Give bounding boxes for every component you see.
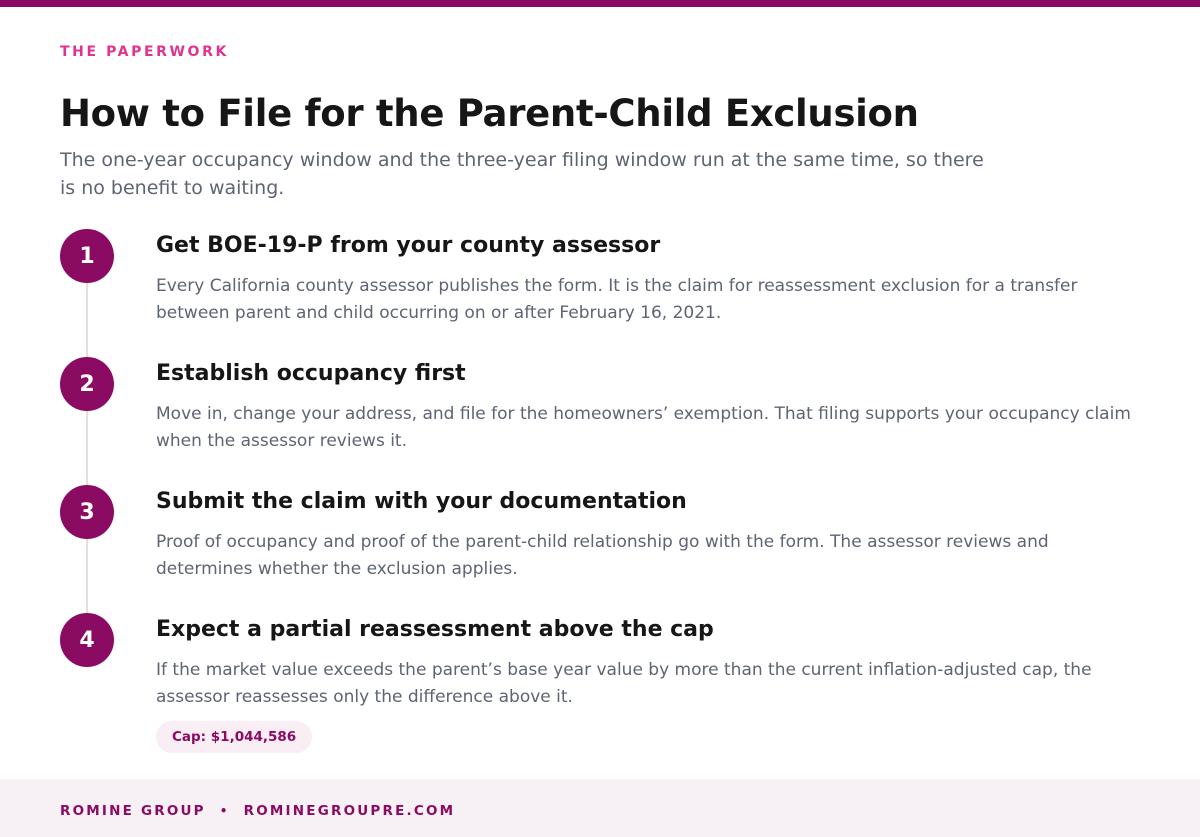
- page-subtitle: The one-year occupancy window and the three-year filing window run at the same time, so there is no benefit to waiting.: [60, 149, 984, 199]
- step-number-badge: 2: [60, 357, 114, 411]
- step-title: Establish occupancy first: [156, 361, 466, 386]
- step-description: Proof of occupancy and proof of the parent-child relationship go with the form. The assessor reviews and determines whether the exclusion applies.: [156, 532, 1049, 579]
- section-eyebrow: THE PAPERWORK: [60, 44, 229, 60]
- step-title: Expect a partial reassessment above the cap: [156, 617, 714, 642]
- timeline-connector: [86, 283, 88, 633]
- step-number-badge: 4: [60, 613, 114, 667]
- step-description: Move in, change your address, and file for the homeowners’ exemption. That filing supports your occupancy claim when the assessor reviews it.: [156, 404, 1131, 451]
- footer-branding: [60, 803, 455, 819]
- footer: [0, 779, 1200, 837]
- step-title: Get BOE-19-P from your county assessor: [156, 233, 661, 258]
- step-number-badge: 1: [60, 229, 114, 283]
- step-description: Every California county assessor publishes the form. It is the claim for reassessment exclusion for a transfer between parent and child occurring on or after February 16, 2021.: [156, 276, 1078, 323]
- footer-website-link[interactable]: ROMINEGROUPRE.COM: [243, 803, 456, 819]
- page-title: How to File for the Parent-Child Exclusion: [60, 92, 919, 135]
- footer-separator: •: [219, 804, 230, 818]
- cap-value-badge: Cap: $1,044,586: [156, 721, 312, 753]
- footer-brand-name: ROMINE GROUP: [60, 803, 206, 819]
- step-number-badge: 3: [60, 485, 114, 539]
- top-accent-bar: [0, 0, 1200, 7]
- step-description: If the market value exceeds the parent’s base year value by more than the current inflation-adjusted cap, the assessor reassesses only the difference above it.: [156, 660, 1092, 707]
- step-title: Submit the claim with your documentation: [156, 489, 687, 514]
